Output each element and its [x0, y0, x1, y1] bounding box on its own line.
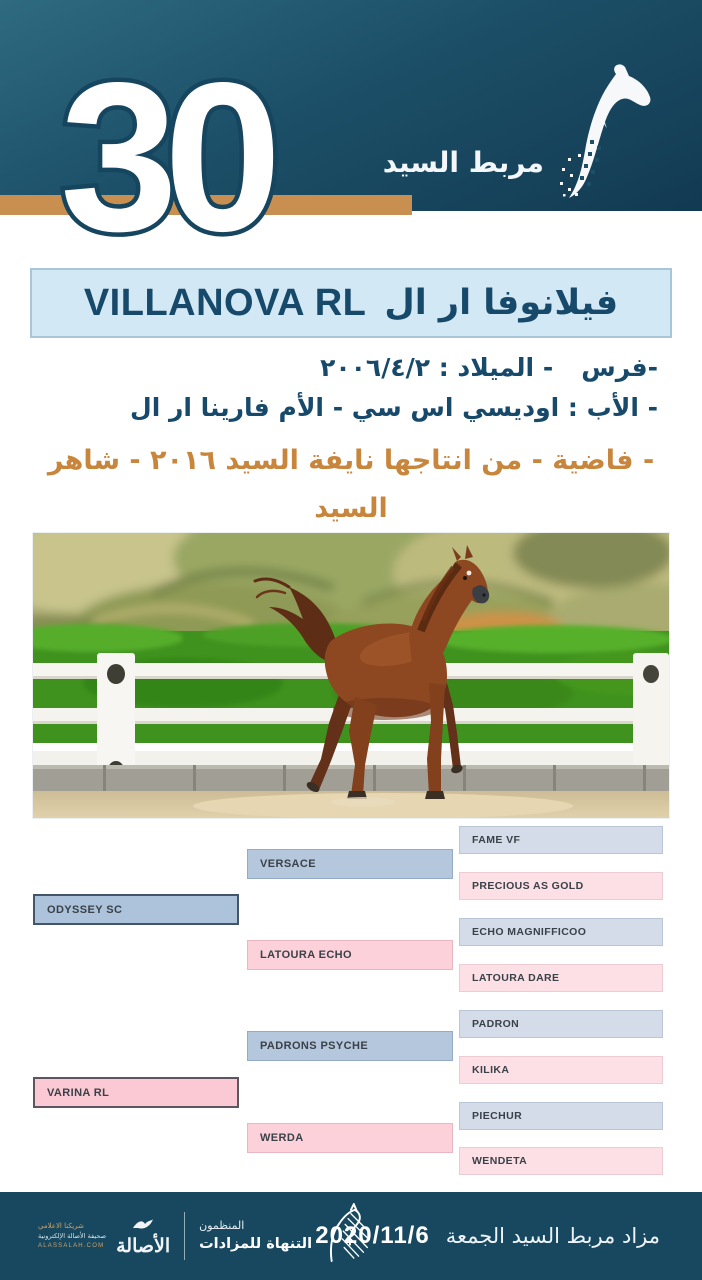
pedigree-box-gen3-2: PRECIOUS AS GOLD: [459, 872, 663, 900]
pedigree-box-gen3-5: PADRON: [459, 1010, 663, 1038]
horse-name-english: VILLANOVA RL: [83, 281, 367, 324]
footer-divider: [184, 1212, 185, 1260]
brand-name: مربط السيد: [382, 145, 544, 179]
pedigree-box-dam: VARINA RL: [33, 1077, 239, 1108]
auction-date: 2020/11/6: [315, 1222, 430, 1249]
pedigree-box-gen3-4: LATOURA DARE: [459, 964, 663, 992]
brand-logo: [383, 62, 662, 204]
horse-sketch-icon: [322, 1203, 376, 1269]
footer: [0, 1192, 702, 1280]
lot-number-text: 30: [60, 38, 268, 268]
offspring-line-1: - فاضية - من انتاجها نايفة السيد ٢٠١٦ - شاهر السيد: [47, 445, 655, 524]
horse-photo: [33, 533, 669, 818]
parents-label: - الأب : اوديسي اس سي - الأم فارينا ار ال: [130, 393, 658, 422]
header: [0, 0, 702, 268]
footer-logos: [38, 1192, 376, 1280]
assalah-logo: [116, 1215, 170, 1257]
horse-name-banner: [30, 268, 672, 338]
media-partner-line-2: صحيفة الأصالة الإلكترونية: [38, 1231, 107, 1240]
horse-details: [40, 348, 658, 428]
pedigree-box-dam-dam: WERDA: [247, 1123, 453, 1153]
pedigree-box-gen3-1: FAME VF: [459, 826, 663, 854]
media-partner-block: [38, 1221, 106, 1250]
pedigree-box-gen3-8: WENDETA: [459, 1147, 663, 1175]
organizers-name: التنهاة للمزادات: [199, 1235, 313, 1252]
media-partner-line-1: شريكنا الاعلامي: [38, 1222, 84, 1231]
birth-date-label: - الميلاد : ٢٠٠٦/٤/٢: [320, 353, 554, 382]
pedigree-box-gen3-7: PIECHUR: [459, 1102, 663, 1130]
pedigree-box-gen3-3: ECHO MAGNIFFICOO: [459, 918, 663, 946]
organizers-label: المنظمون: [199, 1219, 245, 1233]
organizers-block: [199, 1218, 312, 1254]
sex-label: -فرس: [581, 353, 658, 382]
lot-number: [52, 38, 382, 272]
pedigree-box-sire-dam: LATOURA ECHO: [247, 940, 453, 970]
auction-title: مزاد مربط السيد الجمعة: [445, 1224, 660, 1248]
pedigree-box-sire-sire: VERSACE: [247, 849, 453, 879]
pedigree-box-dam-sire: PADRONS PSYCHE: [247, 1031, 453, 1061]
media-partner-url: ALASSALAH.COM: [38, 1242, 105, 1249]
bird-icon: [132, 1215, 154, 1234]
pedigree-box-gen3-6: KILIKA: [459, 1056, 663, 1084]
assalah-logo-text: الأصالة: [116, 1235, 171, 1257]
horse-head-icon: [550, 62, 662, 204]
horse-name-arabic: فيلانوفا ار ال: [384, 283, 619, 323]
pedigree-box-sire: ODYSSEY SC: [33, 894, 239, 925]
sex-birth-row: [40, 348, 658, 388]
